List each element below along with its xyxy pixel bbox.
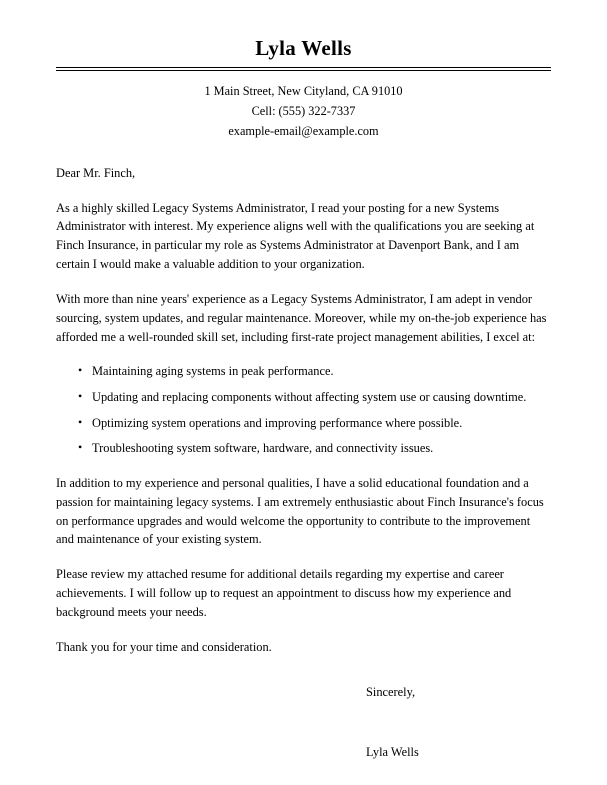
signature-name: Lyla Wells [366, 745, 419, 760]
salutation: Dear Mr. Finch, [56, 165, 136, 180]
paragraph-4: Please review my attached resume for additional details regarding my expertise and career achievements. I will follow up to request an appointment to discuss how my experience and background meets your needs. [56, 567, 512, 619]
divider-top [56, 67, 551, 68]
list-item: • Troubleshooting system software, hardware, and connectivity issues. [92, 439, 551, 458]
list-item: • Maintaining aging systems in peak performance. [92, 362, 551, 381]
closing-block [56, 683, 551, 762]
paragraph-5: Thank you for your time and consideration. [56, 639, 272, 654]
list-item: • Updating and replacing components without affecting system use or causing downtime. [92, 388, 551, 407]
skills-list [56, 362, 551, 457]
contact-phone: Cell: (555) 322-7337 [251, 103, 356, 118]
paragraph-3: In addition to my experience and personal qualities, I have a solid educational foundation and a passion for maintaining legacy systems. I am extremely enthusiastic about Finch Insurance's focus on performance upgrades and would welcome the opportunity to contribute to the improvement and maintenance of your existing system. [56, 475, 544, 547]
contact-email: example-email@example.com [228, 123, 379, 138]
list-item: • Optimizing system operations and improving performance where possible. [92, 414, 551, 433]
contact-address: 1 Main Street, New Cityland, CA 91010 [204, 84, 403, 98]
letter-body [56, 164, 551, 657]
closing-salutation: Sincerely, [366, 684, 416, 699]
divider-top-second [56, 70, 551, 71]
paragraph-2: With more than nine years' experience as a Legacy Systems Administrator, I am adept in vendor sourcing, system updates, and regular maintenance. Moreover, while my on-the-job experience has afforded me a well-rounded skill set, including first-rate project management abilities, I excel at: [56, 291, 547, 344]
contact-block [56, 82, 551, 142]
paragraph-1: As a highly skilled Legacy Systems Administrator, I read your posting for a new Systems Administrator with interest. My experience aligns well with the qualifications you are seeking at Finch Insurance, in particular my role as Systems Administrator at Davenport Bank, and I am certain I would make a valuable addition to your organization. [56, 200, 535, 272]
page-title: Lyla Wells [255, 36, 352, 60]
